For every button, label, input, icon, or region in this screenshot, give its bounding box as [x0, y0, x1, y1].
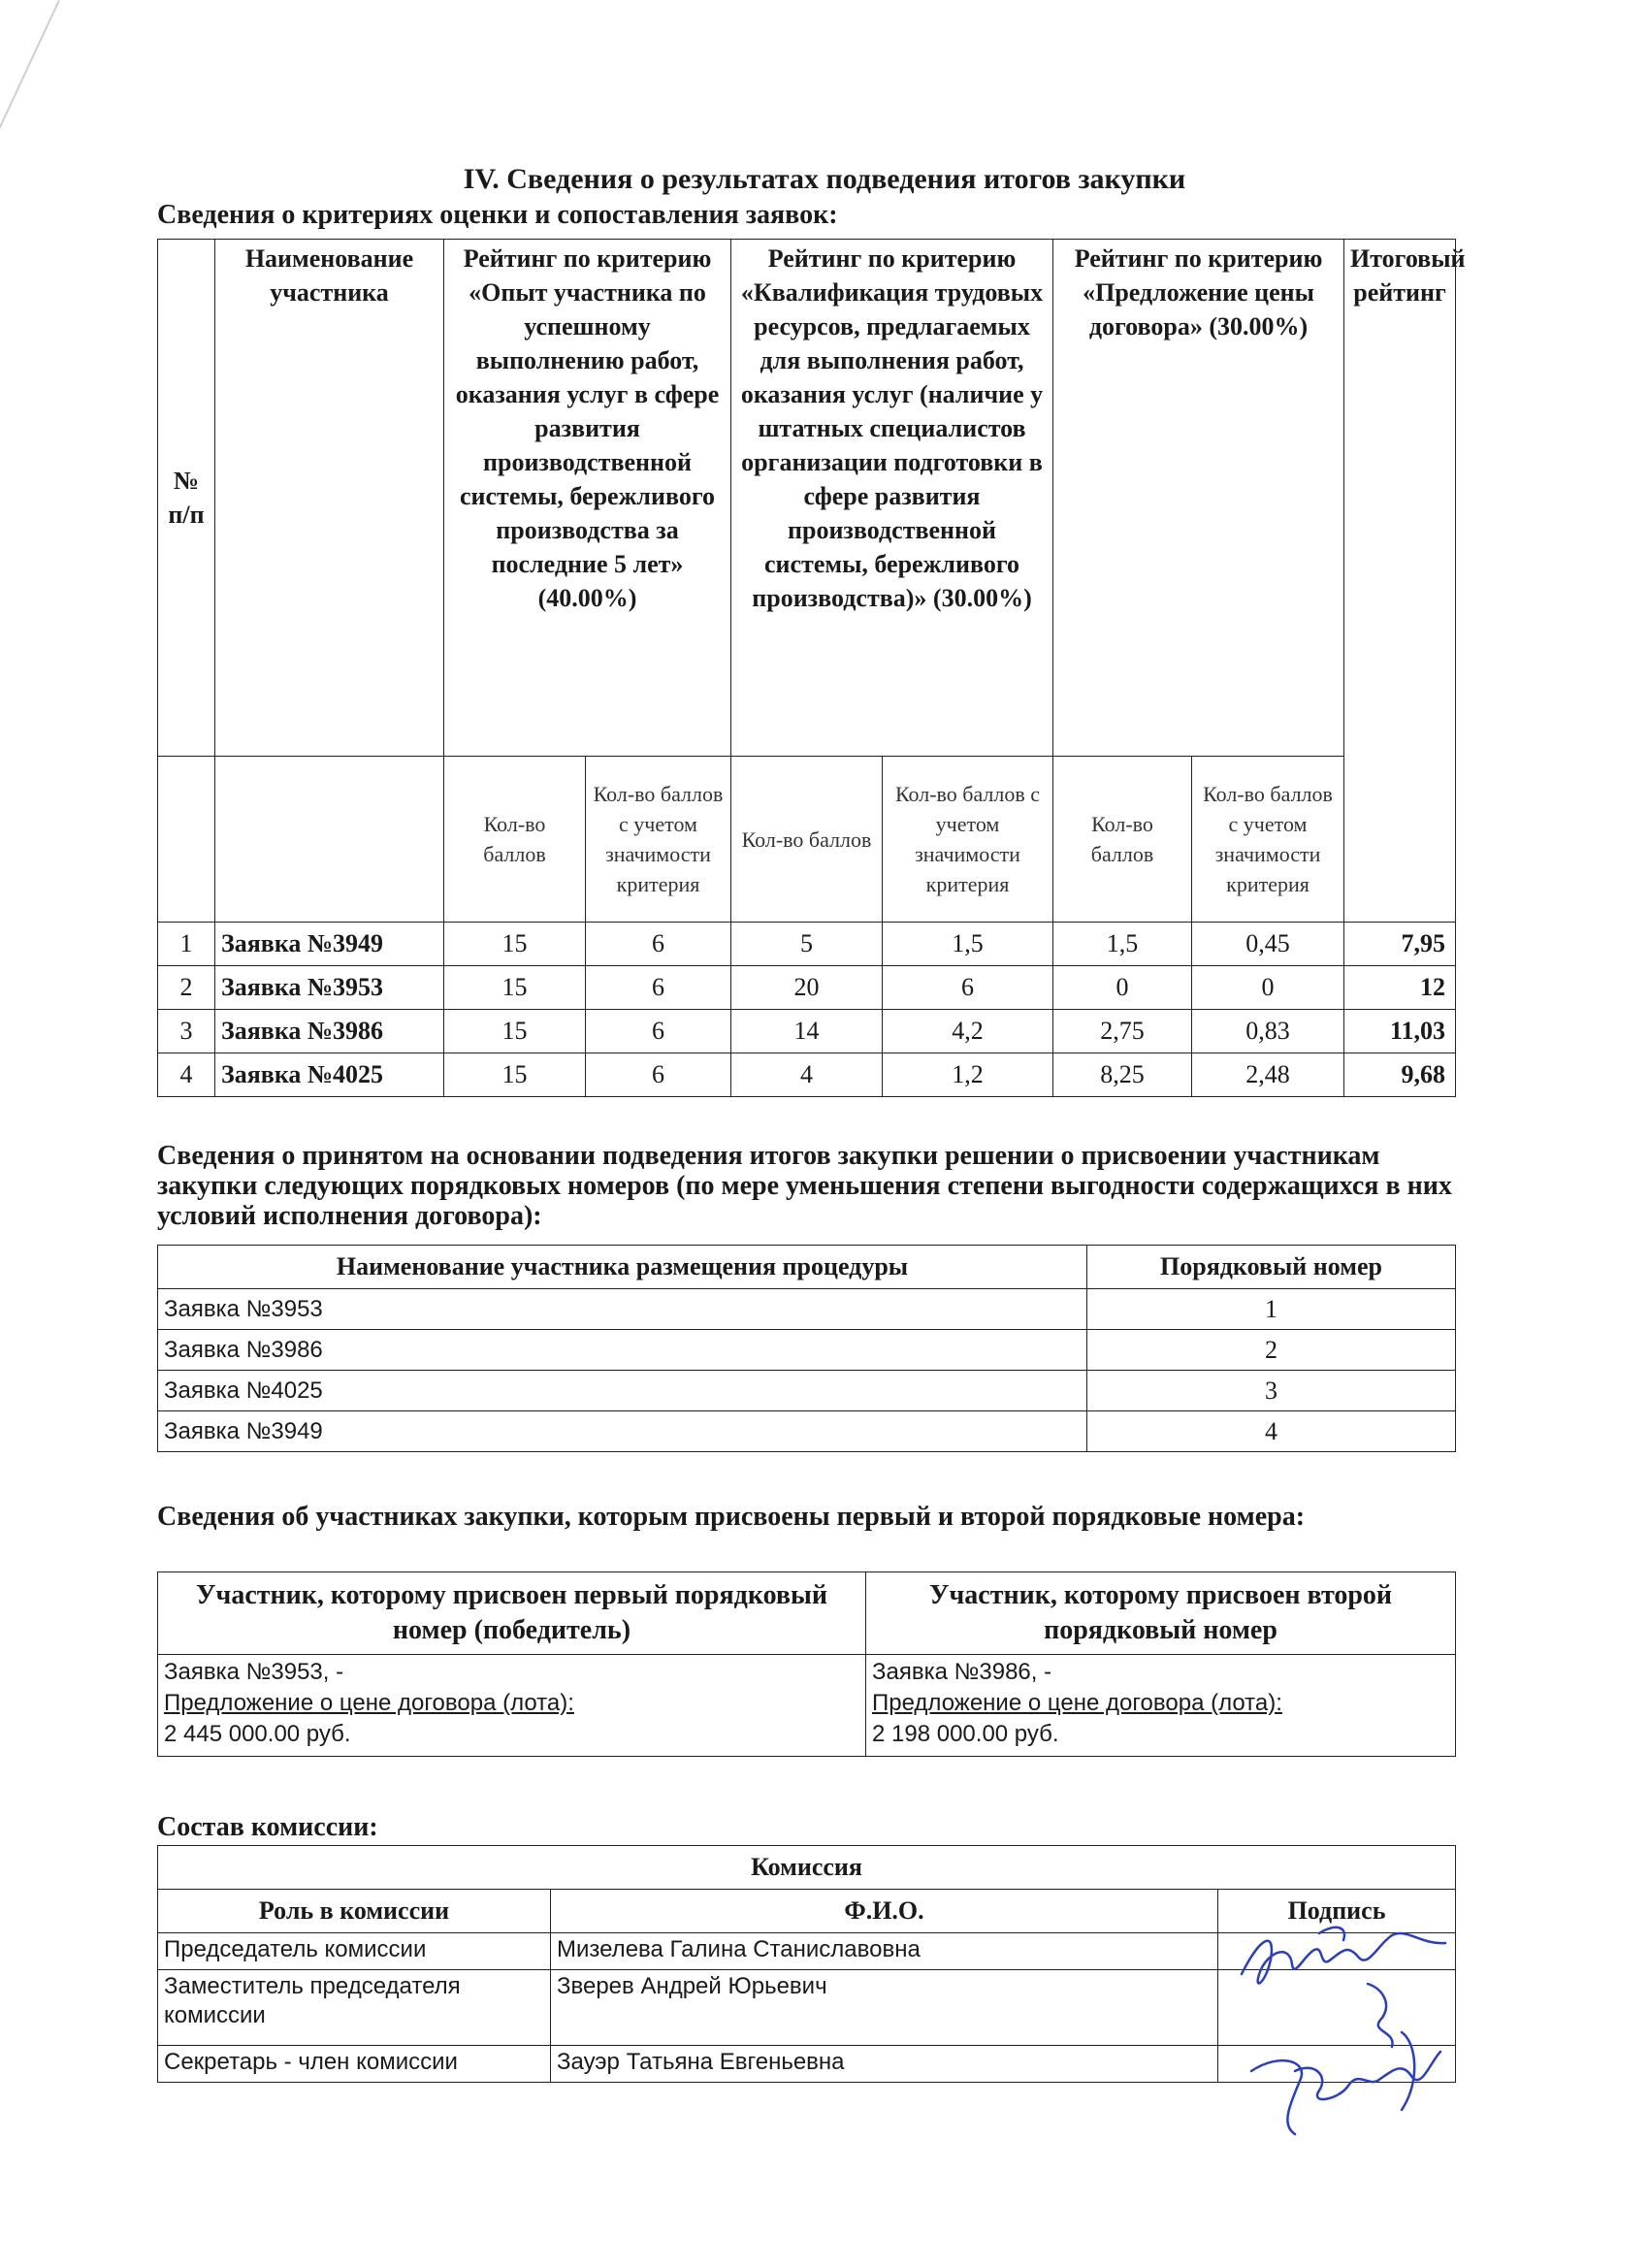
ranking-table	[157, 1245, 1456, 1452]
total-rating: 11,03	[1344, 1010, 1456, 1053]
subheader-points-weighted: Кол-во баллов с учетом значимости критерия	[586, 757, 731, 923]
rank-number: 1	[1087, 1289, 1456, 1330]
cell-value: 8,25	[1053, 1053, 1192, 1097]
cell-value: 0	[1192, 966, 1344, 1010]
cell-value: 5	[731, 923, 883, 966]
header-criterion-price: Рейтинг по критерию «Предложение цены договора» (30.00%)	[1053, 240, 1344, 757]
second-place-cell	[866, 1655, 1456, 1757]
commission-fio: Зверев Андрей Юрьевич	[551, 1970, 1218, 2046]
participant-name: Заявка №3986	[158, 1330, 1087, 1371]
cell-value: 1,2	[883, 1053, 1053, 1097]
second-place-name: Заявка №3986, -	[872, 1659, 1052, 1685]
cell-value: 6	[883, 966, 1053, 1010]
header-signature: Подпись	[1218, 1890, 1456, 1933]
cell-value: 6	[586, 923, 731, 966]
cell-value: 6	[586, 966, 731, 1010]
total-rating: 7,95	[1344, 923, 1456, 966]
row-index: 3	[158, 1010, 215, 1053]
criteria-heading: Сведения о критериях оценки и сопоставления заявок:	[157, 200, 838, 230]
rank-number: 2	[1087, 1330, 1456, 1371]
table-row	[158, 923, 1456, 966]
row-index: 1	[158, 923, 215, 966]
subheader-points-weighted: Кол-во баллов с учетом значимости критерия	[1192, 757, 1344, 923]
cell-value: 2,75	[1053, 1010, 1192, 1053]
page-title: IV. Сведения о результатах подведения итогов закупки	[463, 163, 1186, 195]
cell-value: 1,5	[1053, 923, 1192, 966]
second-place-price: 2 198 000.00 руб.	[872, 1721, 1059, 1747]
commission-role: Заместитель председателя комиссии	[158, 1970, 551, 2046]
subheader-points: Кол-во баллов	[731, 757, 883, 923]
first-place-price: 2 445 000.00 руб.	[164, 1721, 351, 1747]
header-role: Роль в комиссии	[158, 1890, 551, 1933]
participant-name: Заявка №3949	[158, 1411, 1087, 1452]
cell-value: 2,48	[1192, 1053, 1344, 1097]
header-total-rating: Итоговый рейтинг	[1344, 240, 1456, 923]
cell-value: 1,5	[883, 923, 1053, 966]
signature-strokes	[1242, 1928, 1445, 2134]
cell-value: 6	[586, 1010, 731, 1053]
subheader-empty	[215, 757, 444, 923]
subheader-empty	[158, 757, 215, 923]
cell-value: 14	[731, 1010, 883, 1053]
cell-value: 15	[444, 1053, 586, 1097]
commission-heading: Состав комиссии:	[157, 1812, 378, 1842]
table-row	[158, 966, 1456, 1010]
header-num: № п/п	[158, 240, 215, 757]
participant-name: Заявка №3953	[158, 1289, 1087, 1330]
cell-value: 4,2	[883, 1010, 1053, 1053]
first-place-name: Заявка №3953, -	[164, 1659, 344, 1685]
second-place-price-label: Предложение о цене договора (лота):	[872, 1690, 1282, 1716]
subheader-points-weighted: Кол-во баллов с учетом значимости критерия	[883, 757, 1053, 923]
rank-number: 3	[1087, 1371, 1456, 1411]
total-rating: 9,68	[1344, 1053, 1456, 1097]
subheader-points: Кол-во баллов	[444, 757, 586, 923]
first-place-price-label: Предложение о цене договора (лота):	[164, 1690, 574, 1716]
participant-name: Заявка №3949	[215, 923, 444, 966]
row-index: 4	[158, 1053, 215, 1097]
participant-name: Заявка №3953	[215, 966, 444, 1010]
handwritten-signature	[1222, 1916, 1455, 2139]
commission-role: Секретарь - член комиссии	[158, 2046, 551, 2083]
scan-artifact-line	[0, 0, 60, 133]
row-index: 2	[158, 966, 215, 1010]
subheader-points: Кол-во баллов	[1053, 757, 1192, 923]
table-row	[158, 1053, 1456, 1097]
cell-value: 15	[444, 1010, 586, 1053]
participant-name: Заявка №4025	[215, 1053, 444, 1097]
cell-value: 15	[444, 966, 586, 1010]
header-second-place: Участник, которому присвоен второй порядковый номер	[866, 1572, 1456, 1655]
cell-value: 0	[1053, 966, 1192, 1010]
total-rating: 12	[1344, 966, 1456, 1010]
cell-value: 4	[731, 1053, 883, 1097]
cell-value: 6	[586, 1053, 731, 1097]
commission-fio: Зауэр Татьяна Евгеньевна	[551, 2046, 1218, 2083]
header-first-place: Участник, которому присвоен первый порядковый номер (победитель)	[158, 1572, 866, 1655]
header-rank: Порядковый номер	[1087, 1246, 1456, 1289]
header-fio: Ф.И.О.	[551, 1890, 1218, 1933]
table-row	[158, 1411, 1456, 1452]
commission-table-title: Комиссия	[158, 1846, 1456, 1890]
cell-value: 20	[731, 966, 883, 1010]
participant-name: Заявка №3986	[215, 1010, 444, 1053]
first-place-cell	[158, 1655, 866, 1757]
table-row	[158, 1371, 1456, 1411]
table-row	[158, 1330, 1456, 1371]
commission-fio: Мизелева Галина Станиславовна	[551, 1933, 1218, 1970]
table-row	[158, 1010, 1456, 1053]
commission-role: Председатель комиссии	[158, 1933, 551, 1970]
header-participant: Наименование участника	[215, 240, 444, 757]
winners-table	[157, 1571, 1456, 1757]
ranking-heading: Сведения о принятом на основании подведения итогов закупки решении о присвоении участникам закупки следующих порядковых номеров (по мере уменьшения степени выгодности содержащихся в них условий исполнения договора):	[157, 1141, 1452, 1231]
cell-value: 0,83	[1192, 1010, 1344, 1053]
winners-heading: Сведения об участниках закупки, которым присвоены первый и второй порядковые номера:	[157, 1502, 1306, 1532]
cell-value: 0,45	[1192, 923, 1344, 966]
header-participant-name: Наименование участника размещения процедуры	[158, 1246, 1087, 1289]
table-row	[158, 1289, 1456, 1330]
rank-number: 4	[1087, 1411, 1456, 1452]
header-criterion-qualification: Рейтинг по критерию «Квалификация трудовых ресурсов, предлагаемых для выполнения работ, оказания услуг (наличие у штатных специалистов организации подготовки в сфере развития производственной системы, бережливого производства)» (30.00%)	[731, 240, 1053, 757]
cell-value: 15	[444, 923, 586, 966]
table-row	[158, 1655, 1456, 1757]
header-criterion-experience: Рейтинг по критерию «Опыт участника по успешному выполнению работ, оказания услуг в сфере развития производственной системы, бережливого производства за последние 5 лет» (40.00%)	[444, 240, 731, 757]
criteria-table	[157, 239, 1466, 1097]
participant-name: Заявка №4025	[158, 1371, 1087, 1411]
